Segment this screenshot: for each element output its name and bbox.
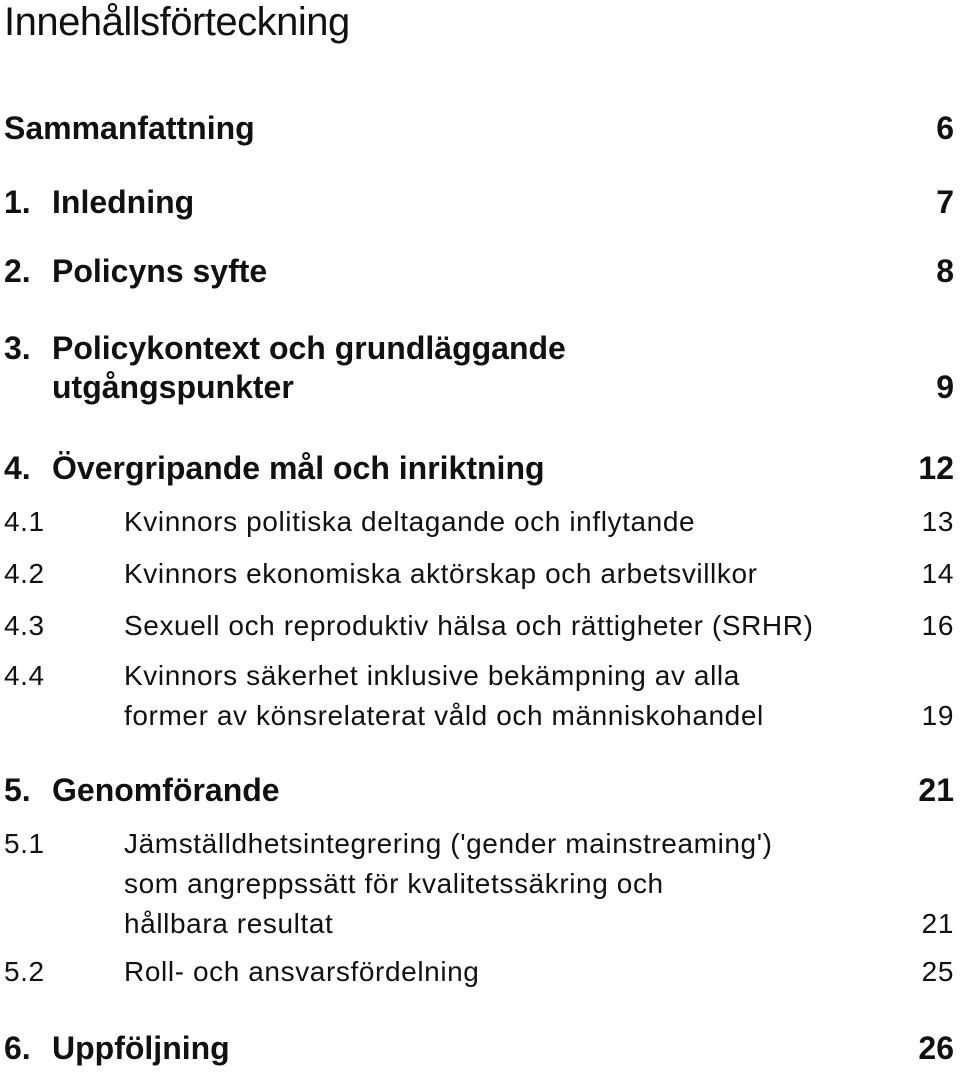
toc-page-number: 9 [936, 369, 954, 405]
toc-page-number: 21 [921, 908, 954, 939]
toc-entry-text: Övergripande mål och inriktning [52, 450, 545, 486]
toc-page-number: 6 [936, 110, 954, 146]
toc-section-number: 4.1 [4, 506, 45, 537]
toc-entry-text-continued: utgångspunkter [52, 369, 294, 405]
toc-entry-text: Sexuell och reproduktiv hälsa och rättigheter (SRHR) [124, 610, 814, 641]
toc-section-number: 4.3 [4, 610, 45, 641]
toc-section-number: 4.4 [4, 660, 45, 691]
toc-page-number: 12 [918, 450, 954, 486]
toc-section-number: 5. [4, 772, 31, 808]
toc-page-number: 7 [936, 184, 954, 220]
toc-page-number: 21 [918, 772, 954, 808]
toc-page-number: 8 [936, 253, 954, 289]
toc-page-number: 13 [921, 506, 954, 537]
toc-section-number: 3. [4, 330, 31, 366]
toc-section-number: 2. [4, 253, 31, 289]
toc-entry-text: Uppföljning [52, 1030, 230, 1066]
toc-section-number: 6. [4, 1030, 31, 1066]
toc-section-number: 4.2 [4, 558, 45, 589]
toc-page-number: 16 [921, 610, 954, 641]
toc-entry-text-continued: som angreppssätt för kvalitetssäkring och [124, 868, 664, 899]
toc-page-number: 26 [918, 1030, 954, 1066]
toc-page-number: 25 [921, 956, 954, 987]
toc-section-number: 5.2 [4, 956, 45, 987]
toc-entry-text: Policykontext och grundläggande [52, 330, 566, 366]
toc-entry-text: Kvinnors politiska deltagande och inflytande [124, 506, 696, 537]
toc-entry-text: Kvinnors säkerhet inklusive bekämpning av alla [124, 660, 740, 691]
toc-entry-text: Genomförande [52, 772, 280, 808]
toc-entry-text: Jämställdhetsintegrering ('gender mainstreaming') [124, 828, 773, 859]
toc-entry-text: Inledning [52, 184, 195, 220]
toc-section-number: 5.1 [4, 828, 45, 859]
toc-page-number: 14 [921, 558, 954, 589]
toc-entry-text: Roll- och ansvarsfördelning [124, 956, 480, 987]
toc-entry-text: Policyns syfte [52, 253, 268, 289]
page-title: Innehållsförteckning [4, 0, 350, 44]
toc-entry-text-continued: former av könsrelaterat våld och människohandel [124, 700, 764, 731]
toc-section-number: 4. [4, 450, 31, 486]
toc-page-number: 19 [921, 700, 954, 731]
toc-section-number: 1. [4, 184, 31, 220]
toc-entry-text: Kvinnors ekonomiska aktörskap och arbetsvillkor [124, 558, 758, 589]
toc-entry-text-continued: hållbara resultat [124, 908, 334, 939]
toc-entry-text: Sammanfattning [4, 110, 255, 146]
